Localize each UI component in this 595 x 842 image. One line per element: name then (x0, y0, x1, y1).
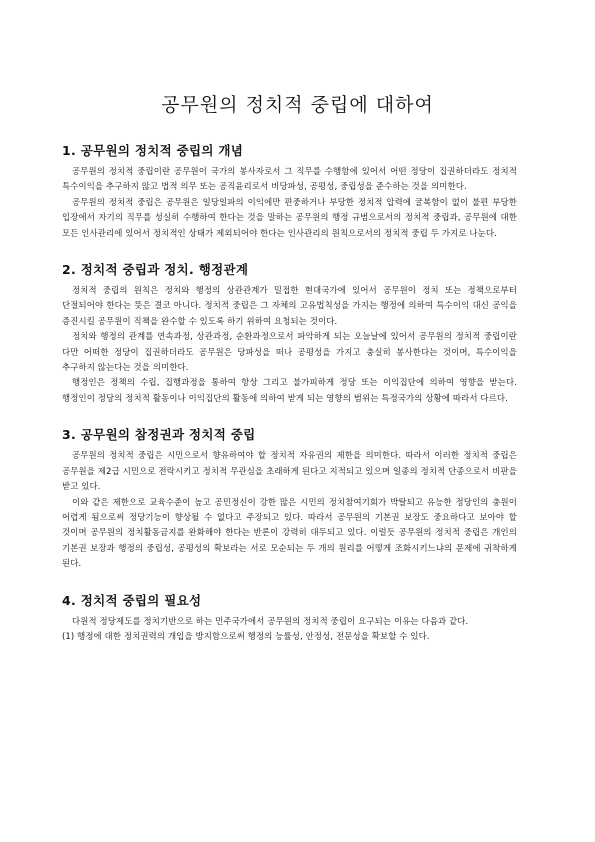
section-heading: 3. 공무원의 참정권과 정치적 중립 (62, 427, 256, 443)
paragraph: 공무원의 정치적 중립이란 공무원이 국가의 봉사자로서 그 직무를 수행함에 있어서 어떤 정당이 집권하더라도 정치적 특수이익을 추구하지 않고 법적 의무 또는 공직윤리로서 비당파성, 공평성, 중립성을 준수하는 것을 의미한다. (62, 166, 517, 192)
paragraph: (1) 행정에 대한 정치권력의 개입을 방지함으로써 행정의 능률성, 안정성, 전문성을 확보할 수 있다. (62, 630, 430, 641)
paragraph: 행정인은 정책의 수립, 집행과정을 통하여 항상 그리고 불가피하게 정당 또는 이익집단에 의하여 영향을 받는다. 행정인이 정당의 정치적 활동이나 이익집단의 활동에 의하여 받게 되는 영향의 범위는 특정국가의 상황에 따라서 다르다. (62, 377, 517, 403)
section-heading: 4. 정치적 중립의 필요성 (62, 592, 202, 608)
paragraph: 공무원의 정치적 중립은 시민으로서 향유하여야 할 정치적 자유권의 제한을 의미한다. 따라서 이러한 정치적 중립은 공무원을 제2급 시민으로 전락시키고 정치적 무관심을 초래하게 된다고 지적되고 있으며 일종의 정치적 단종으로서 비판을 받고 있다. (62, 450, 517, 492)
section-necessity (62, 591, 517, 645)
section-suffrage (62, 425, 517, 571)
section-heading: 1. 공무원의 정치적 중립의 개념 (62, 143, 244, 158)
section-politics-administration (62, 260, 517, 406)
paragraph: 다원적 정당제도를 정치기반으로 하는 민주국가에서 공무원의 정치적 중립이 요구되는 이유는 다음과 같다. (72, 615, 469, 626)
section-heading: 2. 정치적 중립과 정치. 행정관계 (62, 262, 249, 278)
document-title: 공무원의 정치적 중립에 대하여 (161, 94, 434, 116)
section-concept (62, 141, 517, 241)
paragraph: 공무원의 정치적 중립은 공무원은 일당일파의 이익에만 편중하거나 부당한 정치적 압력에 굴복함이 없이 불편 부당한 입장에서 자기의 직무를 성실히 수행하여 한다는 것을 말하는 공무원의 행정 규범으로서의 정치적 중립과, 공무원에 대한 모든 인사관리에 있어서 정치적인 상태가 제외되어야 한다는 인사관리의 원칙으로서의 정치적 중립 두 가지로 나눈다. (62, 196, 517, 238)
paragraph: 이와 같은 제한으로 교육수준이 높고 공민정신이 강한 많은 시민의 정치참여기회가 박탈되고 유능한 정당인의 충원이 어렵게 됨으로써 정당기능이 향상될 수 없다고 주장되고 있다. 따라서 공무원의 기본권 보장도 중요하다고 보아야 할 것이며 공무원의 정치활동금지를 완화해야 한다는 반론이 강력히 대두되고 있다. 이럴듯 공무원의 정치적 중립은 개인의 기본권 보장과 행정의 중립성, 공평성의 확보라는 서로 모순되는 두 개의 원리를 어떻게 조화시키느냐의 문제에 귀착하게 된다. (62, 496, 517, 569)
document-body (62, 141, 517, 663)
paragraph: 정치와 행정의 관계를 연속과정, 상관과정, 순환과정으로서 파악하게 되는 오늘날에 있어서 공무원의 정치적 중립이란 다만 어떠한 정당이 집권하더라도 공무원은 당파성을 떠나 공평성을 가지고 충실히 봉사한다는 것이며, 특수이익을 추구하지 않는다는 것을 의미한다. (62, 331, 517, 373)
paragraph: 정치적 중립의 원칙은 정치와 행정의 상관관계가 밀접한 현대국가에 있어서 공무원이 정치 또는 정책으로부터 단절되어야 한다는 뜻은 결코 아니다. 정치적 중립은 그 자체의 고유법칙성을 가지는 행정에 의하여 특수이익 대신 공익을 증진시킬 공무원이 직책을 완수할 수 있도록 하기 위하여 요청되는 것이다. (62, 285, 517, 326)
